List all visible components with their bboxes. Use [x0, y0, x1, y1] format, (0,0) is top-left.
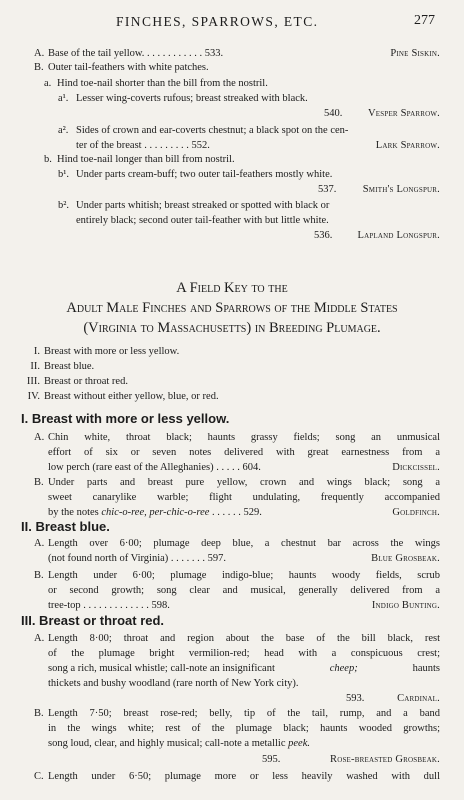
entry-label: A. — [34, 432, 45, 443]
key-bb2-line1: Under parts whitish; breast streaked or spotted with black or — [76, 200, 330, 211]
species-lark-sparrow: Lark Sparrow. — [375, 140, 440, 151]
key-bb2-line2: entirely black; second outer tail-feather with but little white. — [76, 215, 329, 226]
entry-line: Under parts and breast pure yellow, crown and wings black; song a — [48, 477, 440, 488]
entry-line: (not found north of Virginia) . . . . . . . 597. — [48, 553, 227, 564]
outline-item: Breast without either yellow, blue, or red. — [44, 391, 219, 402]
entry-line: Length under 6·00; plumage indigo-blue; haunts woody fields, scrub — [48, 570, 440, 581]
page-number: 277 — [414, 13, 435, 28]
key-ba2-line2: ter of the breast . . . . . . . . . 552. — [76, 140, 210, 151]
entry-number: 593. — [346, 693, 365, 704]
field-key-title-line1: A Field Key to the — [176, 280, 288, 296]
key-bb2-number: 536. — [314, 230, 333, 241]
field-key-title-line2: Adult Male Finches and Sparrows of the Middle States — [66, 300, 398, 316]
entry-text: song loud, clear, and highly musical; call-note a metallic — [48, 738, 286, 749]
entry-line: Length 8·00; throat and region about the base of the bill black, rest — [48, 633, 440, 644]
entry-line: Chin white, throat black; haunts grassy fields; song an unmusical — [48, 432, 440, 443]
outline-item: Breast with more or less yellow. — [44, 346, 180, 357]
entry-line: Length over 6·00; plumage deep blue, a chestnut bar across the wings — [48, 538, 440, 549]
field-key-title-line3: (Virginia to Massachusetts) in Breeding Plumage. — [83, 320, 381, 336]
entry-line: tree-top . . . . . . . . . . . . . 598. — [48, 600, 170, 611]
entry-line: effort of six or seven notes delivered with great earnestness from a — [48, 447, 440, 458]
entry-label: B. — [34, 708, 44, 719]
key-b-text: Outer tail-feathers with white patches. — [48, 62, 209, 73]
entry-line: of the plumage bright vermilion-red; head with a conspicuous crest; — [48, 648, 440, 659]
key-ba1-label: a¹. — [58, 93, 69, 104]
entry-text: song a rich, musical whistle; call-note an insignificant — [48, 663, 275, 674]
key-bb1-text: Under parts cream-buff; two outer tail-feathers mostly white. — [76, 169, 333, 180]
entry-line: low perch (rare east of the Alleghanies) . . . . . 604. — [48, 462, 261, 473]
outline-num: II. — [30, 361, 40, 372]
key-ba1-number: 540. — [324, 108, 343, 119]
species-smiths-longspur: Smith's Longspur. — [362, 184, 440, 195]
entry-line: thickets and bushy woodland (rare north of New York city). — [48, 678, 299, 689]
key-b-label: B. — [34, 62, 44, 73]
species-lapland-longspur: Lapland Longspur. — [357, 230, 440, 241]
key-bb1-label: b¹. — [58, 169, 70, 180]
entry-text: . . . . . . 529. — [212, 507, 262, 518]
entry-line-cardinal — [48, 662, 440, 675]
key-bb-text: Hind toe-nail longer than bill from nostril. — [57, 154, 235, 165]
entry-line-grosbeak — [48, 737, 310, 750]
species-indigo-bunting: Indigo Bunting. — [371, 600, 440, 611]
key-bb1-number: 537. — [318, 184, 337, 195]
key-ba2-line1: Sides of crown and ear-coverts chestnut; a black spot on the cen- — [76, 125, 349, 136]
key-a-label: A. — [34, 48, 45, 59]
species-dickcissel: Dickcissel. — [392, 462, 440, 473]
entry-label: A. — [34, 633, 45, 644]
entry-line: in the wings white; rest of the plumage black; haunts wooded growths; — [48, 723, 440, 734]
species-vesper-sparrow: Vesper Sparrow. — [368, 108, 440, 119]
key-ba2-label: a². — [58, 125, 69, 136]
key-ba-label: a. — [44, 78, 52, 89]
entry-label: A. — [34, 538, 45, 549]
key-bb2-label: b². — [58, 200, 70, 211]
entry-line: sweet canarylike warble; flight undulating, frequently accompanied — [48, 492, 440, 503]
running-title: FINCHES, SPARROWS, ETC. — [116, 14, 319, 29]
entry-number: 595. — [262, 754, 281, 765]
key-a-text: Base of the tail yellow. . . . . . . . . . . . 533. — [48, 48, 224, 59]
key-ba-text: Hind toe-nail shorter than the bill from the nostril. — [57, 78, 268, 89]
entry-label: C. — [34, 771, 44, 782]
species-goldfinch: Goldfinch. — [392, 507, 440, 518]
entry-label: B. — [34, 570, 44, 581]
species-cardinal: Cardinal. — [397, 693, 440, 704]
entry-line: or second growth; song clear and musical, generally delivered from a — [48, 585, 440, 596]
section-heading-blue: II. Breast blue. — [21, 519, 110, 534]
species-blue-grosbeak: Blue Grosbeak. — [371, 553, 440, 564]
section-heading-yellow: I. Breast with more or less yellow. — [21, 411, 230, 426]
entry-text: haunts — [412, 663, 440, 674]
call-note: peek. — [288, 738, 310, 749]
outline-num: IV. — [27, 391, 40, 402]
outline-num: I. — [33, 346, 40, 357]
section-heading-red: III. Breast or throat red. — [21, 613, 165, 628]
outline-item: Breast blue. — [44, 361, 95, 372]
entry-text: by the notes — [48, 507, 99, 518]
species-pine-siskin: Pine Siskin. — [390, 48, 440, 59]
entry-line: Length under 6·50; plumage more or less heavily washed with dull — [48, 771, 440, 782]
entry-line-goldfinch — [48, 506, 262, 519]
key-ba1-text: Lesser wing-coverts rufous; breast streaked with black. — [76, 93, 308, 104]
call-note: cheep; — [329, 663, 358, 674]
song-notes: chic-o-ree, per-chic-o-ree — [101, 507, 210, 518]
entry-line: Length 7·50; breast rose-red; belly, tip of the tail, rump, and a band — [48, 708, 440, 719]
key-bb-label: b. — [44, 154, 52, 165]
outline-item: Breast or throat red. — [44, 376, 128, 387]
species-rose-breasted-grosbeak: Rose-breasted Grosbeak. — [330, 754, 440, 765]
outline-num: III. — [26, 376, 40, 387]
entry-label: B. — [34, 477, 44, 488]
